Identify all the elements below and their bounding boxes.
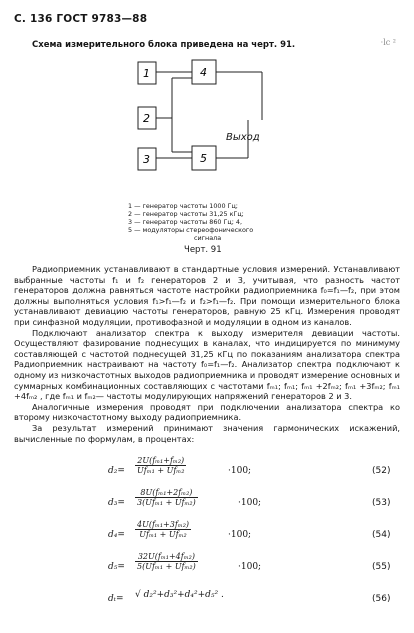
formula-sqrt-expression: √ d₂²+d₃²+d₄²+d₅² . (135, 590, 224, 600)
paragraph: Радиоприемник устанавливают в стандартные условия измерений. Устанавливают выбранные частоты f₁ и f₂ генераторов 2 и 3, учитывая, что разность частот генераторов должна равняться частоте настройки радиоприемника f₀=f₁—f₂, при этом должны выполняться условия f₁>f₁—f₂ и f₂>f₁—f₂. При помощи измерительного блока устанавливают девиацию частоты генераторов, равную 25 кГц. Измерения проводят при синфазной модуляции, противофазной и модуляции в одном из каналов. (14, 264, 400, 327)
block-4-label: 4 (200, 66, 207, 79)
legend-item: 3 — генератор частоты 860 Гц; 4, (128, 218, 243, 227)
formula-tail: ·100; (238, 562, 262, 572)
formula-denominator: 5(Ufₘ₁ + Ufₘ₂) (137, 562, 196, 571)
output-label: Выход (226, 132, 260, 143)
formula-53 (0, 488, 414, 518)
formula-numerator: 4U(fₘ₁+3fₘ₂) (137, 520, 190, 529)
formula-54 (0, 520, 414, 550)
formula-numerator: 8U(fₘ₁+2fₘ₂) (140, 488, 193, 497)
legend-item: сигнала (194, 234, 222, 243)
formula-numerator: 32U(fₘ₁+4fₘ₂) (137, 552, 195, 561)
formula-lhs: d₅= (108, 562, 125, 572)
formula-denominator: Ufₘ₁ + Ufₘ₂ (137, 466, 185, 475)
legend-item: 1 — генератор частоты 1000 Гц; (128, 202, 238, 210)
formula-fraction (135, 488, 198, 507)
formula-fraction (135, 552, 198, 571)
formula-lhs: dₜ= (108, 594, 124, 604)
page-header: С. 136 ГОСТ 9783—88 (14, 13, 148, 25)
formula-fraction (135, 456, 186, 475)
figure-caption: Черт. 91 (184, 245, 222, 255)
formula-number: (53) (372, 498, 391, 508)
formula-fraction (135, 520, 191, 539)
legend-item: 2 — генератор частоты 31,25 кГц; (128, 210, 244, 219)
formula-numerator: 2U(fₘ₁+fₘ₂) (137, 456, 185, 465)
formula-denominator: Ufₘ₁ + Ufₘ₂ (135, 529, 191, 539)
formula-tail: ·100; (228, 530, 252, 540)
block-3-label: 3 (143, 153, 150, 166)
formula-tail: ·100; (238, 498, 262, 508)
block-5-label: 5 (200, 152, 207, 165)
formula-number: (52) (372, 466, 391, 476)
diagram-legend (128, 202, 253, 242)
corner-mark: ·lc ² (380, 38, 396, 47)
formula-55 (0, 552, 414, 582)
formula-denominator: 3(Ufₘ₁ + Ufₘ₂) (137, 498, 196, 507)
paragraph: За результат измерений принимают значения гармонических искажений, вычисленные по формулам, в процентах: (14, 422, 400, 444)
formula-number: (55) (372, 562, 391, 572)
block-2-label: 2 (143, 112, 150, 125)
paragraph: Аналогичные измерения проводят при подключении анализатора спектра ко второму низкочастотному выходу радиоприемника. (14, 401, 400, 423)
paragraph: Подключают анализатор спектра к выходу измерителя девиации частоты. Осуществляют фазирование поднесущих в каналах, что индицируется по минимуму составляющей с частотой поднесущей 31,25 кГц по показаниям анализатора спектра Радиоприемник настраивают на частоту f₀=f₁—f₂. Анализатор спектра подключают к одному из низкочастотных выходов радиоприемника и проводят измерение основных и суммарных комбинационных составляющих с частотами fₘ₁; fₘ₁; fₘ₁ +2fₘ₂; fₘ₁ +3fₘ₂; fₘ₁ +4fₘ₂ , где fₘ₁ и fₘ₂— частоты модулирующих напряжений генераторов 2 и 3. (14, 327, 400, 402)
formula-56 (0, 584, 414, 614)
block-1-label: 1 (143, 67, 150, 80)
formula-number: (56) (372, 594, 391, 604)
formula-52 (0, 456, 414, 486)
formula-tail: ·100; (228, 466, 252, 476)
formula-lhs: d₃= (108, 498, 125, 508)
formula-number: (54) (372, 530, 391, 540)
intro-line: Схема измерительного блока приведена на черт. 91. (32, 40, 296, 50)
formula-lhs: d₂= (108, 466, 125, 476)
legend-item: 5 — модуляторы стереофонического (128, 226, 254, 235)
body-text (14, 264, 400, 444)
formula-lhs: d₄= (108, 530, 125, 540)
